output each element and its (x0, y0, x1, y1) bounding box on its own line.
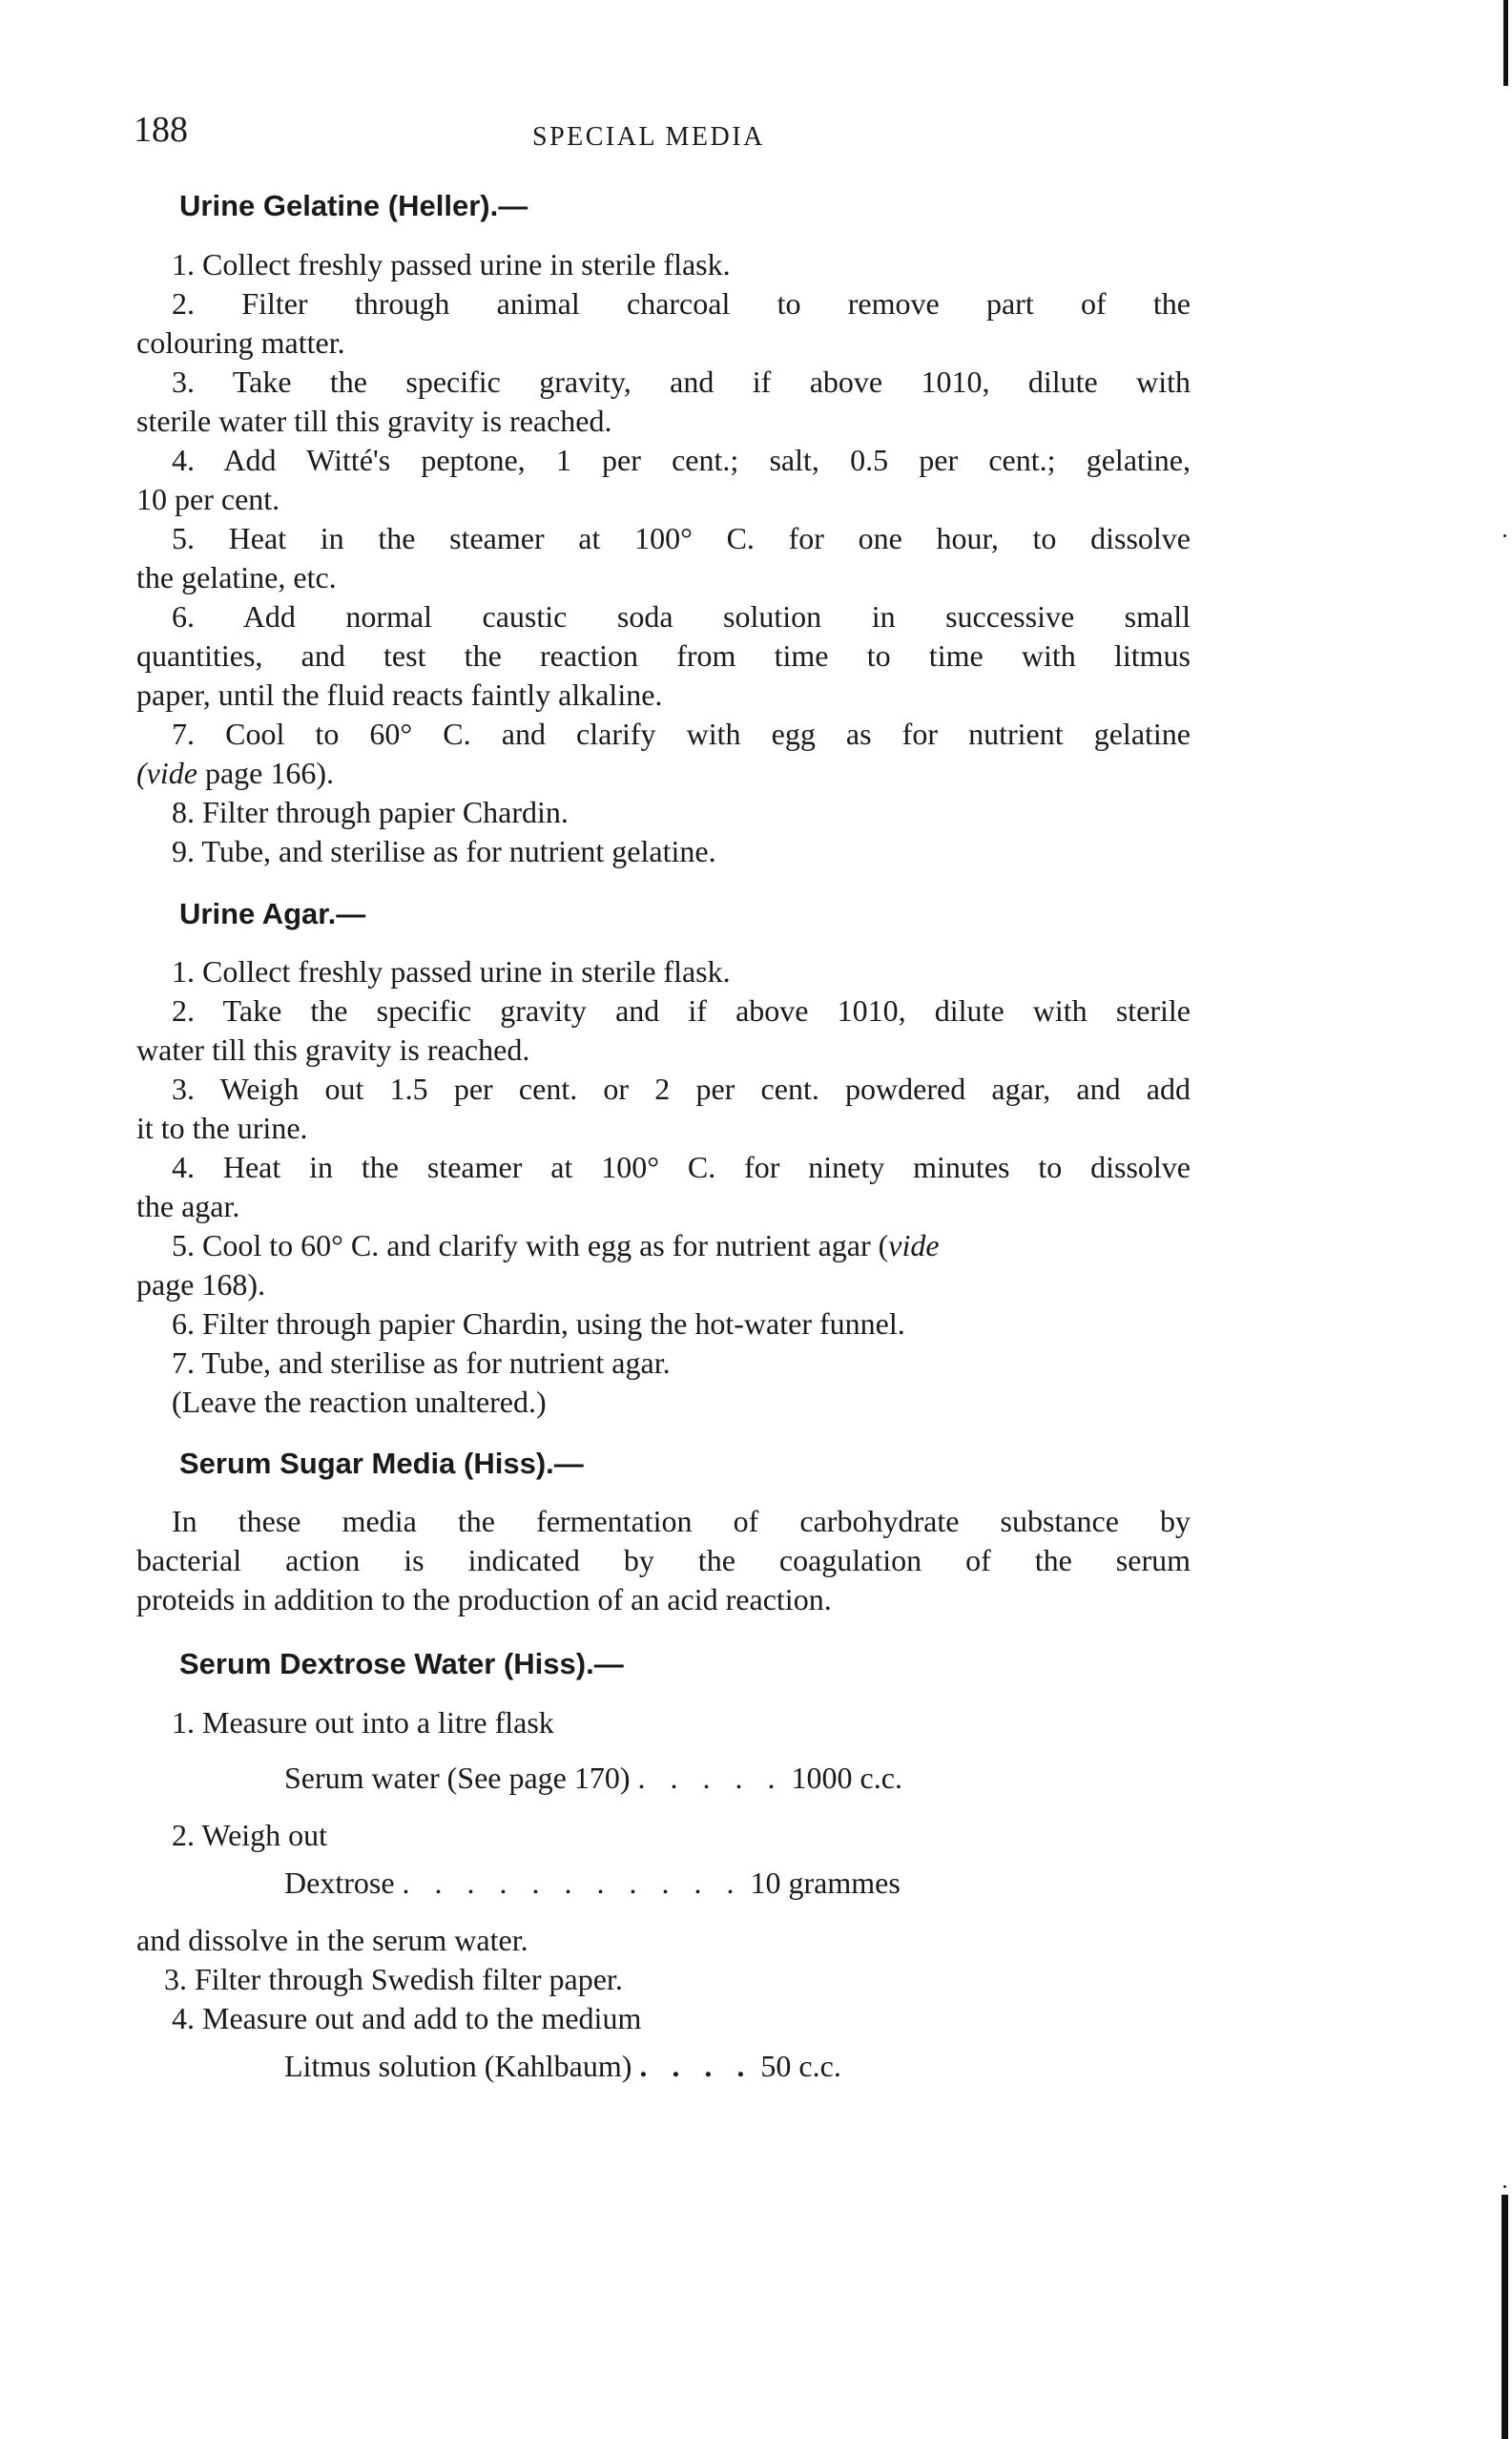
list-item-cont: water till this gravity is reached. (136, 1032, 530, 1067)
list-item: 4. Add Witté's peptone, 1 per cent.; salt, 0.5 per cent.; gelatine, (172, 443, 1191, 477)
list-item: 7. Tube, and sterilise as for nutrient agar. (172, 1345, 671, 1380)
heading-urine-agar: Urine Agar.— (179, 897, 366, 930)
heading-serum-dextrose-water: Serum Dextrose Water (Hiss).— (179, 1647, 624, 1680)
paragraph-line: In these media the fermentation of carbohydrate substance by (172, 1504, 1191, 1538)
list-item: 6. Filter through papier Chardin, using the hot-water funnel. (172, 1306, 905, 1341)
heading-serum-sugar-media: Serum Sugar Media (Hiss).— (179, 1447, 584, 1480)
list-item: 4. Measure out and add to the medium (172, 2001, 642, 2035)
list-item: 9. Tube, and sterilise as for nutrient gelatine. (172, 834, 716, 868)
list-item-cont: (vide page 166). (136, 756, 335, 790)
list-item: 3. Weigh out 1.5 per cent. or 2 per cent. powdered agar, and add (172, 1072, 1191, 1106)
list-item: 3. Take the specific gravity, and if above 1010, dilute with (172, 365, 1191, 399)
list-item-cont: quantities, and test the reaction from time to time with litmus (136, 638, 1191, 673)
list-item: 7. Cool to 60° C. and clarify with egg as for nutrient gelatine (172, 717, 1191, 751)
list-item: 6. Add normal caustic soda solution in successive small (172, 599, 1191, 634)
list-item-cont: the gelatine, etc. (136, 560, 337, 594)
list-item-cont: the agar. (136, 1189, 240, 1223)
vide-italic: vide (888, 1228, 940, 1262)
list-item: 1. Collect freshly passed urine in sterile flask. (172, 247, 731, 281)
list-item: 2. Take the specific gravity and if above 1010, dilute with sterile (172, 993, 1191, 1028)
list-item: 3. Filter through Swedish filter paper. (164, 1962, 623, 1996)
heading-urine-gelatine: Urine Gelatine (Heller).— (179, 189, 528, 222)
list-item-cont: and dissolve in the serum water. (136, 1923, 528, 1957)
list-item: 1. Collect freshly passed urine in sterile flask. (172, 954, 731, 989)
list-item-cont: page 168). (136, 1267, 266, 1302)
list-item: 2. Filter through animal charcoal to remove part of the (172, 286, 1191, 321)
recipe-row-dextrose: Dextrose . . . . . . . . . . . 10 grammes (284, 1866, 901, 1900)
recipe-row-litmus: Litmus solution (Kahlbaum) . . . . 50 c.c. (284, 2049, 841, 2083)
recipe-row-serum-water: Serum water (See page 170) . . . . . 1000 c.c. (284, 1761, 902, 1795)
list-item: (Leave the reaction unaltered.) (172, 1385, 547, 1419)
list-item-cont: colouring matter. (136, 325, 345, 360)
running-head: SPECIAL MEDIA (532, 122, 765, 152)
list-item: 1. Measure out into a litre flask (172, 1705, 554, 1740)
page-number: 188 (134, 110, 188, 150)
list-item: 4. Heat in the steamer at 100° C. for ninety minutes to dissolve (172, 1150, 1191, 1184)
list-item: 8. Filter through papier Chardin. (172, 795, 569, 829)
list-item: 5. Heat in the steamer at 100° C. for one hour, to dissolve (172, 521, 1191, 555)
list-item-cont: 10 per cent. (136, 482, 280, 516)
list-item: 5. Cool to 60° C. and clarify with egg as for nutrient agar (vide (172, 1228, 940, 1262)
page-edge-shadow (1493, 0, 1512, 2439)
vide-italic: (vide (136, 756, 197, 790)
paragraph-line: proteids in addition to the production of an acid reaction. (136, 1582, 832, 1616)
list-item-cont: it to the urine. (136, 1111, 308, 1145)
list-item-cont: sterile water till this gravity is reached. (136, 404, 612, 438)
list-item-cont: paper, until the fluid reacts faintly alkaline. (136, 678, 663, 712)
list-item: 2. Weigh out (172, 1818, 328, 1852)
paragraph-line: bacterial action is indicated by the coagulation of the serum (136, 1543, 1191, 1577)
